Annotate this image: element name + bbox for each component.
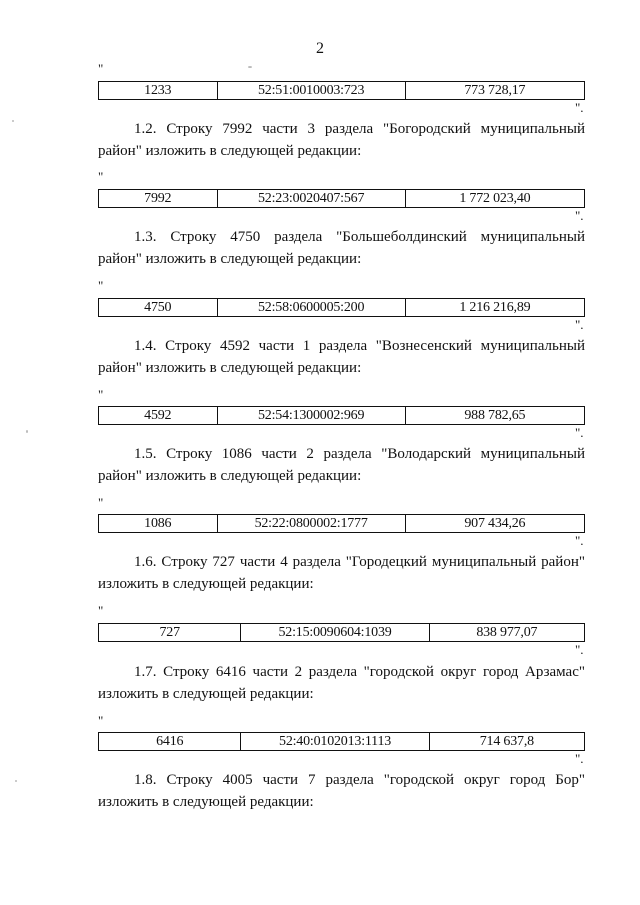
- table-row: [98, 298, 585, 317]
- paragraph-line: 1.2. Строку 7992 части 3 раздела "Богородский муниципальный: [134, 121, 585, 137]
- close-quote: ".: [575, 642, 584, 657]
- paragraph-line: 1.8. Строку 4005 части 7 раздела "городской округ город Бор": [134, 772, 585, 788]
- row-number-cell: 1086: [99, 515, 218, 532]
- open-quote: ": [98, 603, 104, 618]
- value-cell: 1 216 216,89: [459, 299, 531, 315]
- paragraph: [98, 443, 585, 487]
- value-cell: 907 434,26: [464, 515, 526, 531]
- paragraph-line: 1.5. Строку 1086 части 2 раздела "Володарский муниципальный: [134, 446, 585, 462]
- value-cell: 838 977,07: [476, 624, 538, 640]
- close-quote: ".: [575, 317, 584, 332]
- row-number-cell: 7992: [99, 190, 218, 207]
- cadastral-number-cell: 52:15:0090604:1039: [241, 624, 429, 641]
- paragraph-line: район" изложить в следующей редакции:: [98, 143, 362, 159]
- close-quote: ".: [575, 751, 584, 766]
- table-row: [98, 189, 585, 208]
- cadastral-number-cell: 52:51:0010003:723: [218, 82, 406, 99]
- scan-artifact: [12, 120, 14, 122]
- paragraph-line: 1.3. Строку 4750 раздела "Большеболдинский муниципальный: [134, 229, 585, 245]
- table-row: [98, 406, 585, 425]
- value-cell: 714 637,8: [479, 733, 534, 749]
- paragraph: [98, 551, 585, 595]
- close-quote: ".: [575, 208, 584, 223]
- table-row: [98, 514, 585, 533]
- table-row: [98, 81, 585, 100]
- paragraph: [98, 226, 585, 270]
- cadastral-number-cell: 52:40:0102013:1113: [241, 733, 429, 750]
- open-quote: ": [98, 61, 104, 76]
- scan-artifact: [26, 430, 28, 433]
- scan-artifact: [15, 780, 17, 782]
- paragraph-line: изложить в следующей редакции:: [98, 576, 314, 592]
- row-number-cell: 727: [99, 624, 241, 641]
- scan-artifact: [248, 66, 252, 68]
- page-number: 2: [316, 40, 324, 57]
- open-quote: ": [98, 387, 104, 402]
- paragraph: [98, 335, 585, 379]
- paragraph-line: 1.4. Строку 4592 части 1 раздела "Вознесенский муниципальный: [134, 338, 585, 354]
- value-cell: 988 782,65: [464, 407, 526, 423]
- row-number-cell: 4750: [99, 299, 218, 316]
- open-quote: ": [98, 495, 104, 510]
- value-cell: 1 772 023,40: [459, 190, 531, 206]
- paragraph: [98, 118, 585, 162]
- paragraph-line: изложить в следующей редакции:: [98, 686, 314, 702]
- cadastral-number-cell: 52:58:0600005:200: [218, 299, 406, 316]
- row-number-cell: 6416: [99, 733, 241, 750]
- close-quote: ".: [575, 425, 584, 440]
- cadastral-number-cell: 52:22:0800002:1777: [218, 515, 406, 532]
- row-number-cell: 1233: [99, 82, 218, 99]
- paragraph-line: 1.6. Строку 727 части 4 раздела "Городецкий муниципальный район": [134, 554, 585, 570]
- open-quote: ": [98, 278, 104, 293]
- paragraph-line: изложить в следующей редакции:: [98, 794, 314, 810]
- table-row: [98, 623, 585, 642]
- paragraph-line: 1.7. Строку 6416 части 2 раздела "городской округ город Арзамас": [134, 664, 585, 680]
- cadastral-number-cell: 52:23:0020407:567: [218, 190, 406, 207]
- value-cell: 773 728,17: [464, 82, 526, 98]
- open-quote: ": [98, 713, 104, 728]
- close-quote: ".: [575, 533, 584, 548]
- row-number-cell: 4592: [99, 407, 218, 424]
- paragraph-line: район" изложить в следующей редакции:: [98, 468, 362, 484]
- paragraph-line: район" изложить в следующей редакции:: [98, 360, 362, 376]
- open-quote: ": [98, 169, 104, 184]
- paragraph: [98, 661, 585, 705]
- close-quote: ".: [575, 100, 584, 115]
- table-row: [98, 732, 585, 751]
- cadastral-number-cell: 52:54:1300002:969: [218, 407, 406, 424]
- paragraph-line: район" изложить в следующей редакции:: [98, 251, 362, 267]
- paragraph: [98, 769, 585, 813]
